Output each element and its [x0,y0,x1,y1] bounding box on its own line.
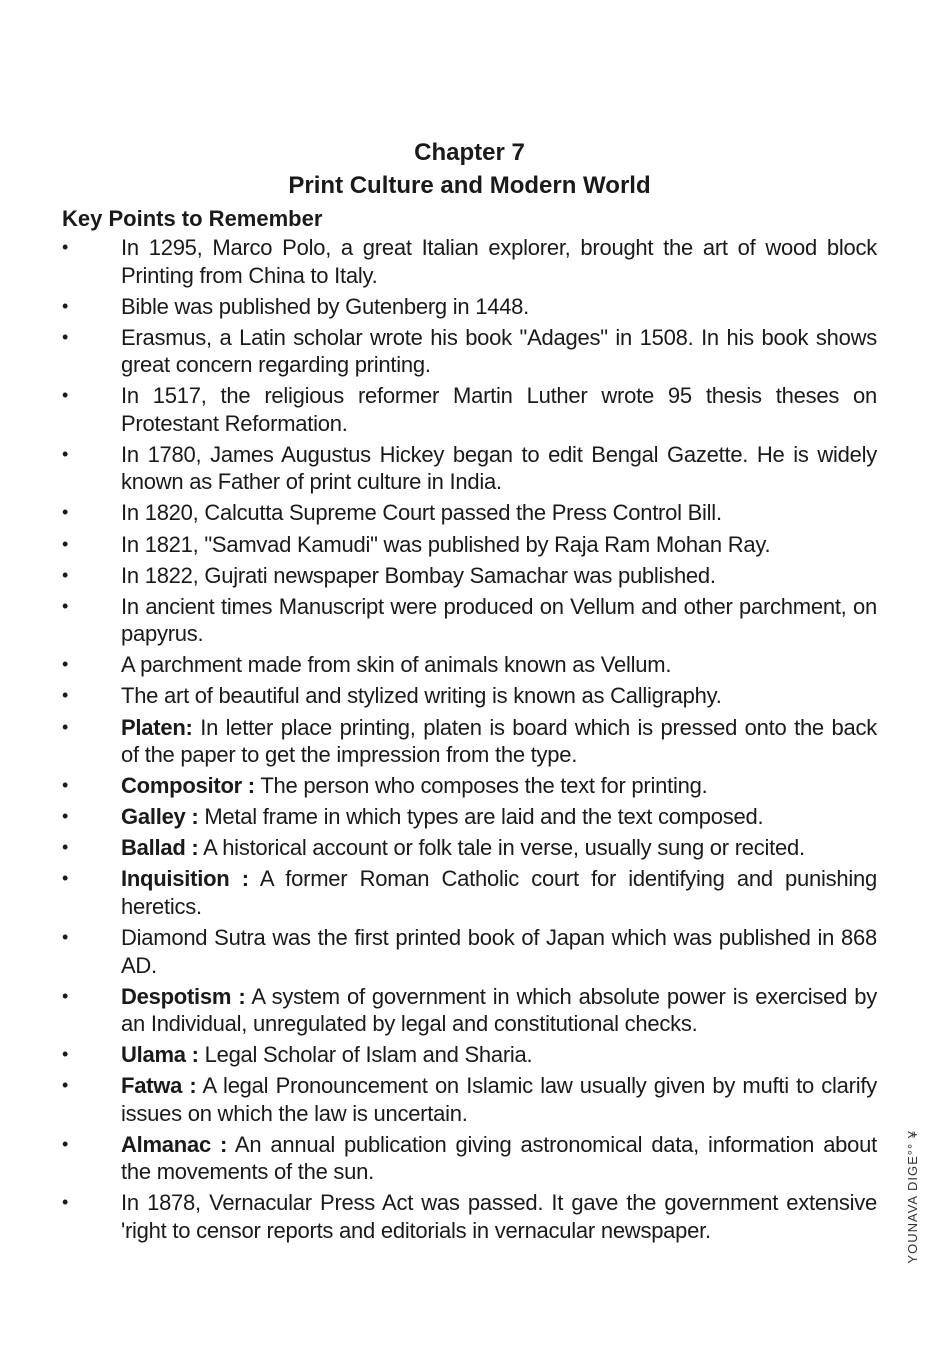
key-point-term: Ulama : [121,1042,199,1068]
key-point-item [62,834,877,862]
chapter-number: Chapter 7 [414,139,525,166]
key-point-item [62,682,877,710]
key-point-item [62,499,877,527]
key-point-item [62,714,877,769]
bullet-icon: • [62,533,69,554]
key-point-text: Bible was published by Gutenberg in 1448. [121,293,530,319]
bullet-icon: • [62,868,69,889]
key-point-text: In 1517, the religious reformer Martin Luther wrote 95 thesis theses on Protestant Reformation. [121,383,877,436]
key-point-item [62,593,877,648]
bullet-icon: • [62,685,69,706]
key-point-term: Ballad : [121,835,199,861]
key-point-term: Almanac : [121,1131,228,1157]
key-point-item [62,983,877,1038]
key-point-text: A former Roman Catholic court for identifying and punishing heretics. [121,866,877,919]
key-point-text: A parchment made from skin of animals known as Vellum. [121,652,672,678]
bullet-icon: • [62,1044,69,1065]
key-point-term: Compositor : [121,773,255,799]
page-content [62,136,877,1248]
key-point-term: Fatwa : [121,1073,197,1099]
bullet-icon: • [62,502,69,523]
side-margin-mark: YOUNAVA DIGE°° ¥ [905,1130,920,1264]
key-point-item [62,1041,877,1069]
bullet-icon: • [62,385,69,406]
key-point-text: A system of government in which absolute power is exercised by an Individual, unregulated by legal and constitutional checks. [121,983,877,1037]
key-point-text: Legal Scholar of Islam and Sharia. [198,1042,533,1068]
bullet-icon: • [62,716,69,737]
key-point-text: Erasmus, a Latin scholar wrote his book "Adages" in 1508. In his book shows great concern regarding printing. [121,324,877,378]
bullet-icon: • [62,654,69,675]
key-point-item [62,234,877,289]
key-point-item [62,865,877,920]
key-point-text: A historical account or folk tale in verse, usually sung or recited. [198,835,805,861]
bullet-icon: • [62,837,69,858]
key-point-item [62,324,877,379]
key-point-text: Diamond Sutra was the first printed book of Japan which was published in 868 AD. [121,925,877,978]
key-point-item [62,924,877,979]
key-point-text: A legal Pronouncement on Islamic law usually given by mufti to clarify issues on which the law is uncertain. [121,1073,877,1126]
key-point-item [62,293,877,321]
key-points-heading: Key Points to Remember [62,206,323,231]
key-point-term: Platen: [121,714,193,740]
key-point-text: Metal frame in which types are laid and the text composed. [198,804,764,830]
bullet-icon: • [62,985,69,1006]
key-point-term: Despotism : [121,983,246,1009]
bullet-icon: • [62,564,69,585]
key-point-item [62,1072,877,1127]
bullet-icon: • [62,595,69,616]
key-point-item [62,531,877,559]
key-point-text: In 1295, Marco Polo, a great Italian explorer, brought the art of wood block Printing from China to Italy. [121,235,877,288]
key-point-text: An annual publication giving astronomical data, information about the movements of the sun. [121,1131,877,1185]
key-point-text: In 1822, Gujrati newspaper Bombay Samachar was published. [121,562,716,588]
key-point-text: In letter place printing, platen is board which is pressed onto the back of the paper to get the impression from the type. [121,714,877,768]
key-point-text: In 1780, James Augustus Hickey began to edit Bengal Gazette. He is widely known as Father of print culture in India. [121,441,877,495]
bullet-icon: • [62,443,69,464]
key-point-item [62,651,877,679]
key-point-term: Inquisition : [121,866,249,892]
key-point-term: Galley : [121,804,199,830]
key-point-text: The person who composes the text for printing. [254,773,708,799]
bullet-icon: • [62,295,69,316]
bullet-icon: • [62,326,69,347]
chapter-title: Print Culture and Modern World [288,172,651,199]
key-point-text: In 1878, Vernacular Press Act was passed. It gave the government extensive 'right to censor reports and editorials in vernacular newspaper. [121,1190,877,1243]
key-point-text: In ancient times Manuscript were produced on Vellum and other parchment, on papyrus. [121,593,877,647]
key-point-item [62,772,877,800]
key-point-item [62,1131,877,1186]
key-point-text: The art of beautiful and stylized writing is known as Calligraphy. [121,683,722,709]
key-points-list [62,234,877,1244]
key-point-item [62,441,877,496]
key-point-item [62,382,877,437]
bullet-icon: • [62,927,69,947]
bullet-icon: • [62,1133,69,1154]
key-point-text: In 1820, Calcutta Supreme Court passed the Press Control Bill. [121,500,722,526]
key-point-item [62,1189,877,1244]
bullet-icon: • [62,1192,69,1213]
bullet-icon: • [62,237,69,257]
key-point-text: In 1821, "Samvad Kamudi" was published by Raja Ram Mohan Ray. [121,531,771,557]
key-point-item [62,803,877,831]
bullet-icon: • [62,775,69,796]
bullet-icon: • [62,1075,69,1096]
bullet-icon: • [62,806,69,827]
key-point-item [62,562,877,590]
